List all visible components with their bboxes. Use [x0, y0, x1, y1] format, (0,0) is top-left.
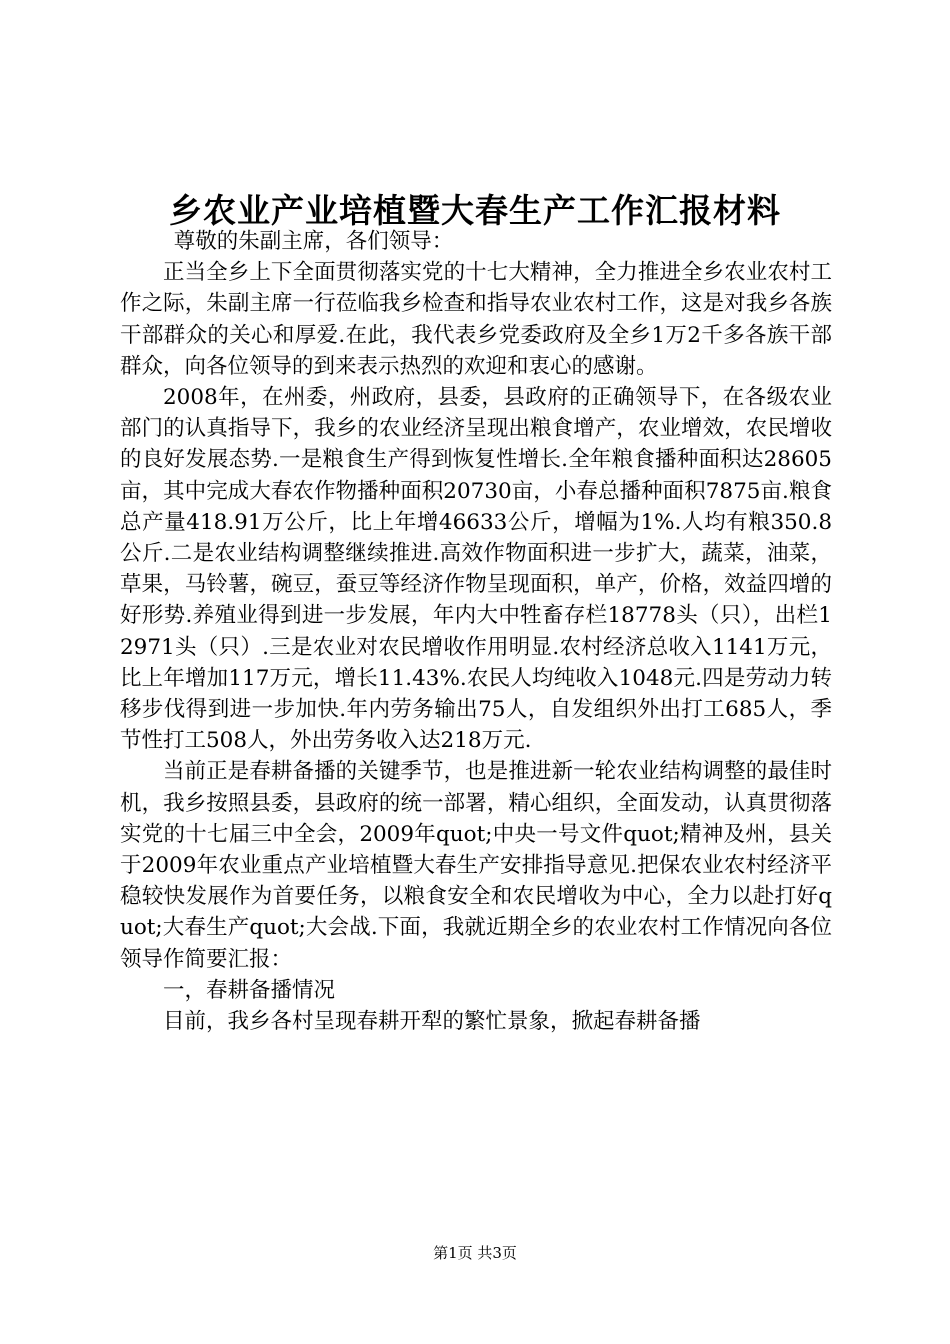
salutation: 尊敬的朱副主席，各们领导： [173, 229, 454, 254]
paragraph-2008-summary: 2008年，在州委，州政府，县委，县政府的正确领导下，在各级农业部门的认真指导下，我乡的农业经济呈现出粮食增产，农业增效，农民增收的良好发展态势.一是粮食生产得到恢复性增长.全年粮食播种面积达28605亩，其中完成大春农作物播种面积20730亩，小春总播种面积7875亩.粮食总产量418.91万公斤，比上年增46633公斤，增幅为1%.人均有粮350.8公斤.二是农业结构调整继续推进.高效作物面积进一步扩大，蔬菜，油菜，草果，马铃薯，碗豆，蚕豆等经济作物呈现面积，单产，价格，效益四增的好形势.养殖业得到进一步发展，年内大中牲畜存栏18778头（只），出栏12971头（只）.三是农业对农民增收作用明显.农村经济总收入1141万元，比上年增加117万元，增长11.43%.农民人均纯收入1048元.四是劳动力转移步伐得到进一步加快.年内劳务输出75人，自发组织外出打工685人，季节性打工508人，外出劳务收入达218万元. [120, 385, 832, 754]
page-number: 第1页 共3页 [433, 1244, 517, 1262]
section-heading: 一，春耕备播情况 [163, 977, 336, 1003]
document-body [120, 226, 832, 1037]
paragraph-spring-plowing: 当前正是春耕备播的关键季节，也是推进新一轮农业结构调整的最佳时机，我乡按照县委，县政府的统一部署，精心组织，全面发动，认真贯彻落实党的十七届三中全会，2009年quot;中央一号文件quot;精神及州，县关于2009年农业重点产业培植暨大春生产安排指导意见.把保农业农村经济平稳较快发展作为首要任务，以粮食安全和农民增收为中心，全力以赴打好quot;大春生产quot;大会战.下面，我就近期全乡的农业农村工作情况向各位领导作简要汇报： [120, 759, 832, 972]
paragraph-current-status: 目前，我乡各村呈现春耕开犁的繁忙景象，掀起春耕备播 [163, 1009, 701, 1035]
paragraph-intro: 正当全乡上下全面贯彻落实党的十七大精神，全力推进全乡农业农村工作之际，朱副主席一行莅临我乡检查和指导农业农村工作，这是对我乡各族干部群众的关心和厚爱.在此，我代表乡党委政府及全乡1万2千多各族干部群众，向各位领导的到来表示热烈的欢迎和衷心的感谢。 [120, 260, 832, 379]
document-title: 乡农业产业培植暨大春生产工作汇报材料 [169, 191, 781, 230]
